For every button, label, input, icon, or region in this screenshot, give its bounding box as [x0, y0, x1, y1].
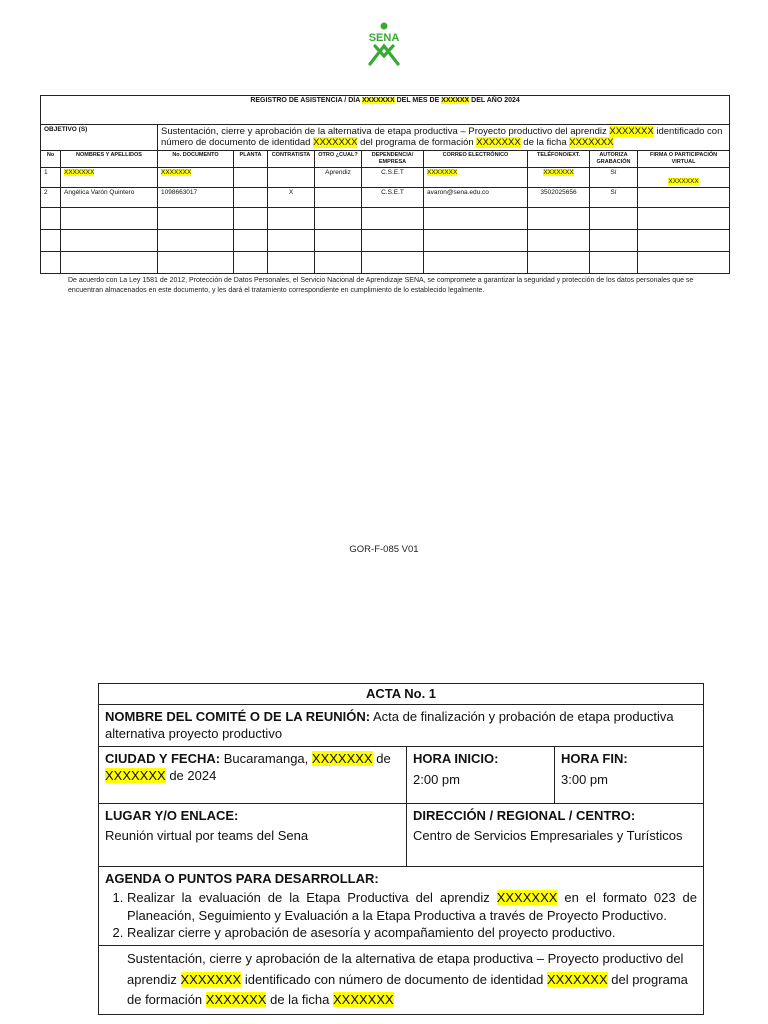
row-name: Angélica Varón Quintero	[61, 187, 158, 207]
row-telefono: XXXXXXX	[528, 167, 590, 187]
empty-row	[41, 207, 730, 229]
row-autoriza: Sí	[590, 187, 638, 207]
header-firma: FIRMA O PARTICIPACIÓN VIRTUAL	[638, 150, 730, 167]
row-dependencia: C.S.E.T	[362, 167, 424, 187]
row-correo: avaron@sena.edu.co	[424, 187, 528, 207]
row-name: XXXXXXX	[61, 167, 158, 187]
acta-table	[98, 683, 704, 1015]
header-otro: OTRO ¿CUAL?	[315, 150, 362, 167]
row-contratista: X	[268, 187, 315, 207]
row-planta	[234, 167, 268, 187]
row-autoriza: Sí	[590, 167, 638, 187]
objective-text: Sustentación, cierre y aprobación de la alternativa de etapa productiva – Proyecto productivo del aprendiz XXXXXXX identificado con número de documento de identidad XXXXXXX del programa de formación XXXXXXX de la ficha XXXXXXX	[158, 125, 730, 151]
row-telefono: 3502025656	[528, 187, 590, 207]
table-row	[41, 167, 730, 187]
svg-text:SENA: SENA	[368, 32, 400, 44]
header-contratista: CONTRATISTA	[268, 150, 315, 167]
objective-label: OBJETIVO (S)	[41, 125, 158, 151]
row-firma	[638, 187, 730, 207]
empty-row	[41, 229, 730, 251]
attendance-table	[40, 95, 730, 274]
row-firma: XXXXXXX	[638, 167, 730, 187]
sena-logo	[358, 22, 410, 66]
place-link: LUGAR Y/O ENLACE: Reunión virtual por teams del Sena	[99, 803, 407, 866]
acta-title: ACTA No. 1	[99, 684, 704, 705]
agenda: AGENDA O PUNTOS PARA DESARROLLAR: 1. Realizar la evaluación de la Etapa Productiva del aprendiz XXXXXXX en el formato 023 de Planeación, Seguimiento y Evaluación a la Etapa Productiva a través de Proyecto Productivo. 2. Realizar cierre y aprobación de asesoría y acompañamiento del proyecto productivo.	[99, 866, 704, 945]
end-time: HORA FIN: 3:00 pm	[555, 746, 704, 803]
committee-name: NOMBRE DEL COMITÉ O DE LA REUNIÓN: Acta de finalización y probación de etapa productiva alternativa proyecto productivo	[99, 704, 704, 746]
header-no: No	[41, 150, 61, 167]
row-document: XXXXXXX	[158, 167, 234, 187]
row-otro	[315, 187, 362, 207]
row-no: 2	[41, 187, 61, 207]
row-dependencia: C.S.E.T	[362, 187, 424, 207]
header-autoriza: AUTORIZA GRABACIÓN	[590, 150, 638, 167]
agenda-item: 2. Realizar cierre y aprobación de asesoría y acompañamiento del proyecto productivo.	[127, 924, 697, 942]
start-time: HORA INICIO: 2:00 pm	[407, 746, 555, 803]
acta-description: Sustentación, cierre y aprobación de la alternativa de etapa productiva – Proyecto productivo del aprendiz XXXXXXX identificado con número de documento de identidad XXXXXXX del programa de formación XXXXXXX de la ficha XXXXXXX	[99, 945, 704, 1014]
attendance-title: REGISTRO DE ASISTENCIA / DÍA XXXXXXX DEL MES DE XXXXXX DEL AÑO 2024	[41, 96, 730, 125]
city-date: CIUDAD Y FECHA: Bucaramanga, XXXXXXX de XXXXXXX de 2024	[99, 746, 407, 803]
header-planta: PLANTA	[234, 150, 268, 167]
row-planta	[234, 187, 268, 207]
header-correo: CORREO ELECTRÓNICO	[424, 150, 528, 167]
direction-center: DIRECCIÓN / REGIONAL / CENTRO: Centro de Servicios Empresariales y Turísticos	[407, 803, 704, 866]
row-correo: XXXXXXX	[424, 167, 528, 187]
empty-row	[41, 251, 730, 273]
header-dependencia: DEPENDENCIA/ EMPRESA	[362, 150, 424, 167]
row-no: 1	[41, 167, 61, 187]
table-row	[41, 187, 730, 207]
header-document: No. DOCUMENTO	[158, 150, 234, 167]
row-document: 1098663017	[158, 187, 234, 207]
header-telefono: TELÉFONO/EXT.	[528, 150, 590, 167]
row-contratista	[268, 167, 315, 187]
attendance-header-row	[41, 150, 730, 167]
header-name: NOMBRES Y APELLIDOS	[61, 150, 158, 167]
data-protection-disclaimer: De acuerdo con La Ley 1581 de 2012, Protección de Datos Personales, el Servicio Nacional de Aprendizaje SENA, se compromete a garantizar la seguridad y protección de los datos personales que se encuentran almacenados en este documento, y les dará el tratamiento correspondiente en cumplimiento de lo establecido legalmente.	[68, 277, 694, 295]
agenda-item: 1. Realizar la evaluación de la Etapa Productiva del aprendiz XXXXXXX en el formato 023 de Planeación, Seguimiento y Evaluación a la Etapa Productiva a través de Proyecto Productivo.	[127, 889, 697, 924]
form-code: GOR-F-085 V01	[349, 544, 419, 555]
row-otro: Aprendiz	[315, 167, 362, 187]
